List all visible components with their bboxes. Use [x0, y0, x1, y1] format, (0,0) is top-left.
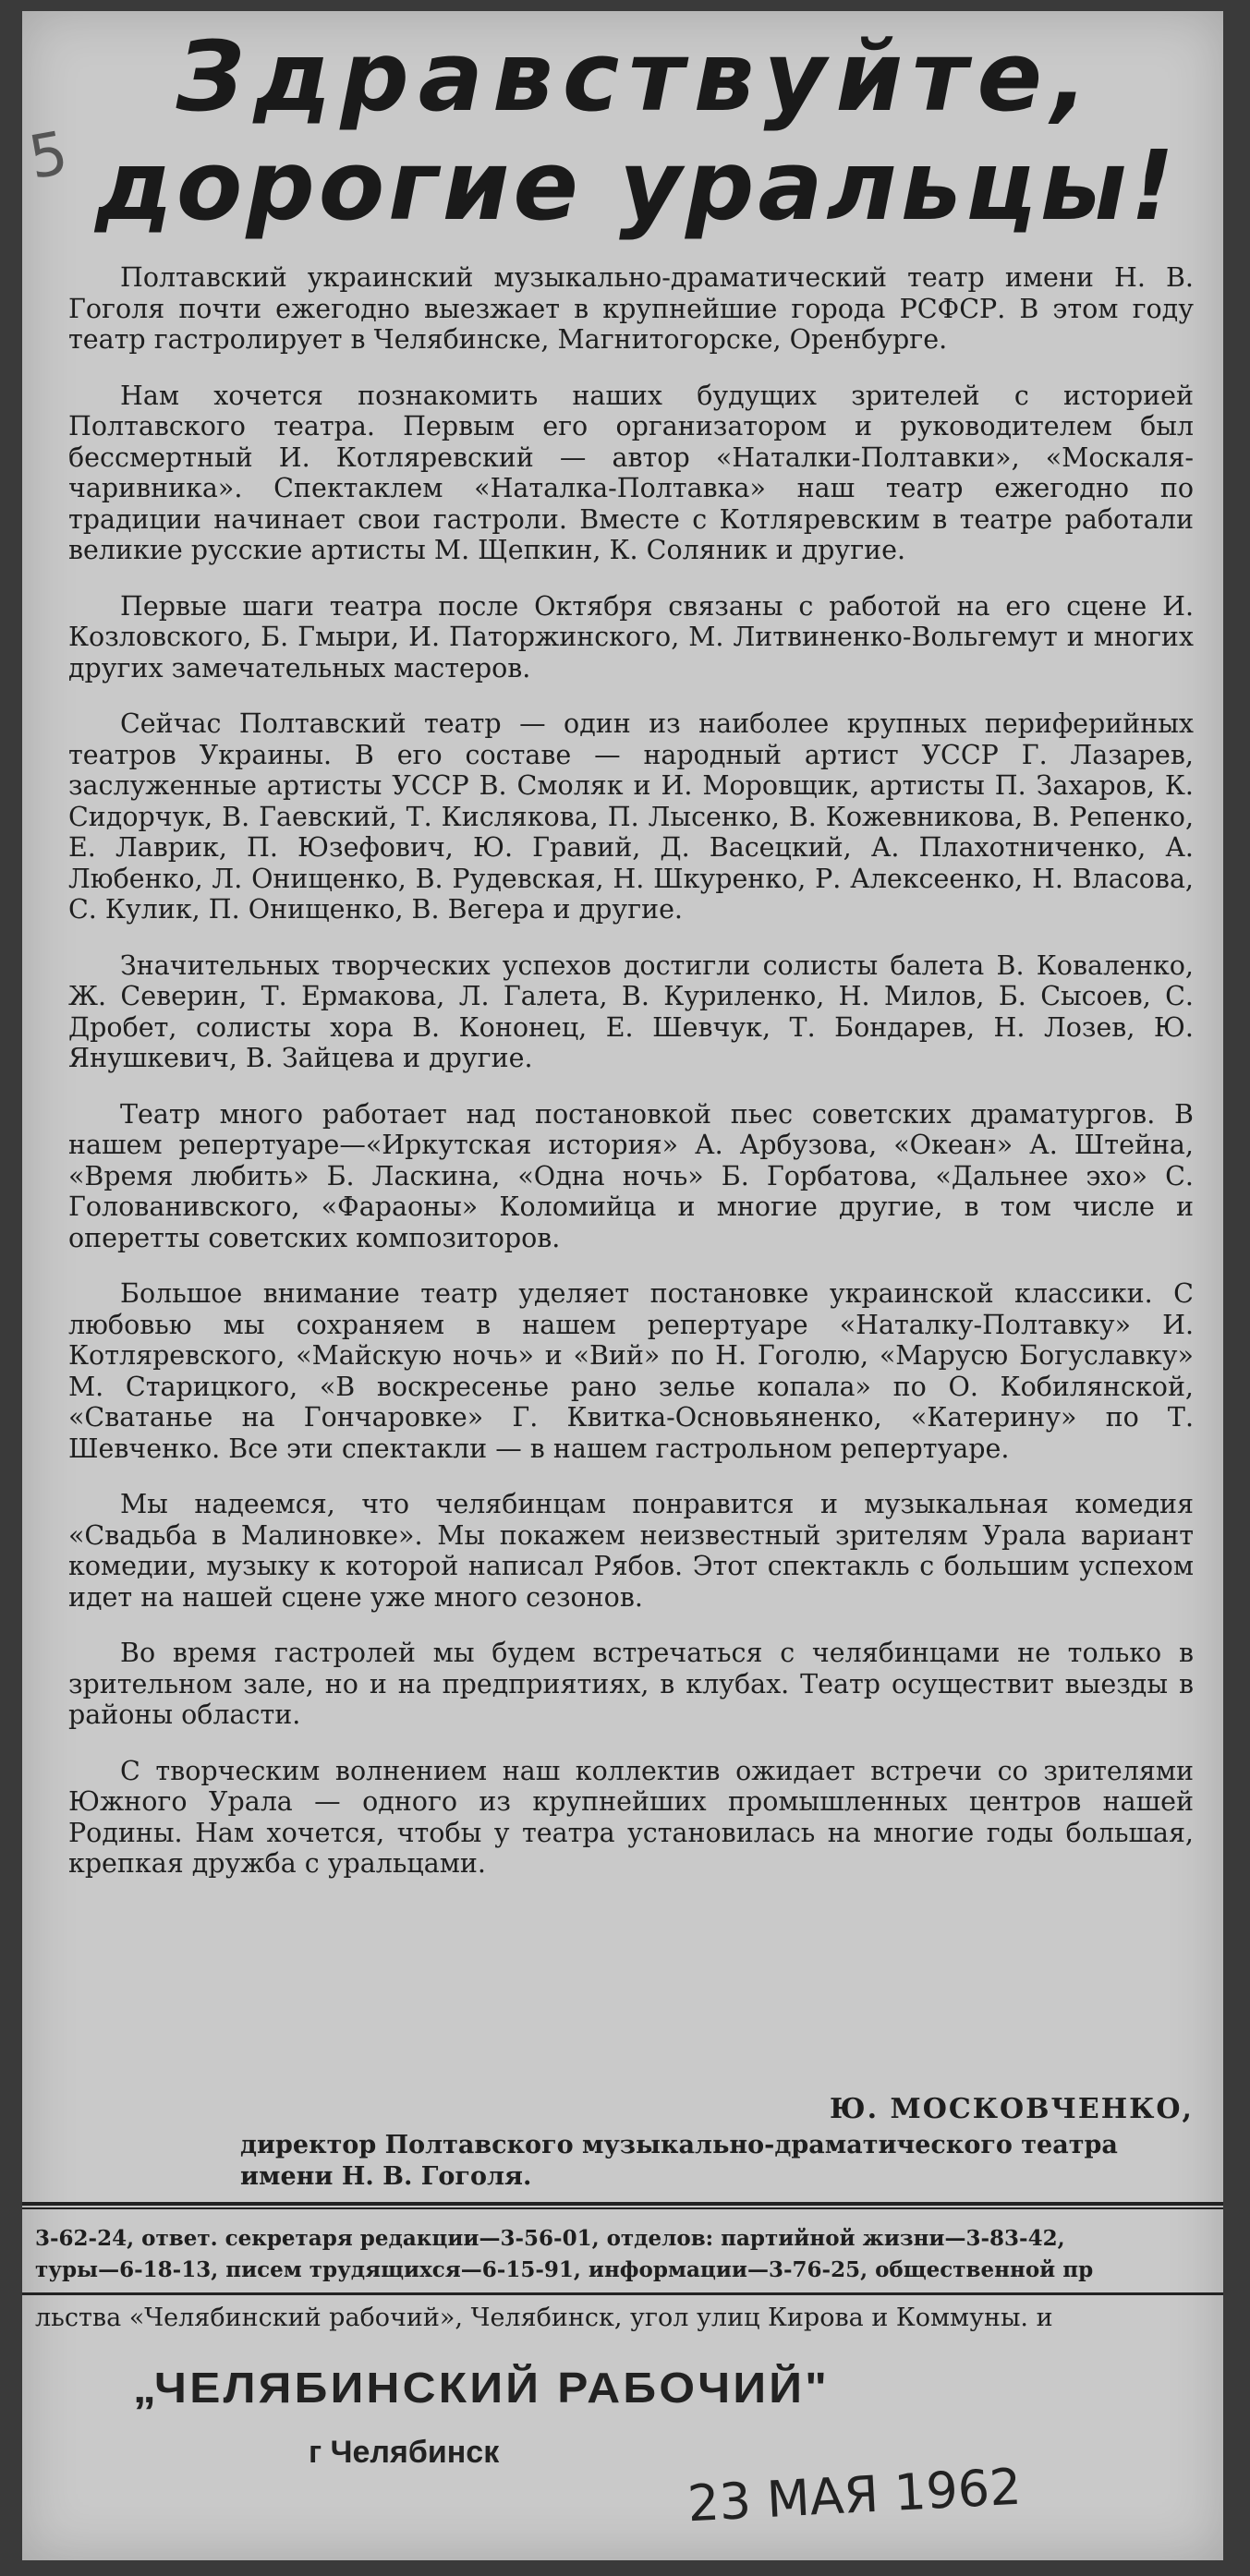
- footer-contacts: [35, 2223, 1223, 2286]
- divider: [22, 2207, 1223, 2209]
- signature-title-line-1: директор Полтавского музыкально-драматического театра: [240, 2131, 1118, 2159]
- paragraph: Театр много работает над постановкой пьес советских драматургов. В нашем репертуаре—«Иркутская история» А. Арбузова, «Океан» А. Штейна, «Время любить» Б. Ласкина, «Одна ночь» Б. Горбатова, «Дальнее эхо» С. Голованивского, «Фараоны» Коломийца и многие другие, в том числе и оперетты советских композиторов.: [68, 1098, 1194, 1253]
- city-stamp: г Челябинск: [309, 2435, 500, 2470]
- signature-name: Ю. МОСКОВЧЕНКО,: [830, 2093, 1194, 2125]
- handwritten-date: 23 МАЯ 1962: [686, 2457, 1023, 2534]
- paragraph: Нам хочется познакомить наших будущих зрителей с историей Полтавского театра. Первым его организатором и руководителем был бессмертный И. Котляревский — автор «Наталки-Полтавки», «Москаля-чаривника». Спектаклем «Наталка-Полтавка» наш театр ежегодно по традиции начинает свои гастроли. Вместе с Котляревским в театре работали великие русские артисты М. Щепкин, К. Соляник и другие.: [68, 380, 1194, 565]
- newspaper-clipping: [22, 11, 1223, 2560]
- signature-title: [240, 2130, 1173, 2193]
- paragraph: Большое внимание театр уделяет постановке украинской классики. С любовью мы сохраняем в нашем репертуаре «Наталку-Полтавку» И. Котляревского, «Майскую ночь» и «Вий» по Н. Гоголю, «Марусю Богуславку» М. Старицкого, «В воскресенье рано зелье копала» по О. Кобилянской, «Сватанье на Гончаровке» Г. Квитка-Основьяненко, «Катерину» по Т. Шевченко. Все эти спектакли — в нашем гастрольном репертуаре.: [68, 1278, 1194, 1464]
- divider: [22, 2202, 1223, 2206]
- divider: [22, 2292, 1223, 2295]
- paragraph: Мы надеемся, что челябинцам понравится и музыкальная комедия «Свадьба в Малиновке». Мы покажем неизвестный зрителям Урала вариант комедии, музыку к которой написал Рябов. Этот спектакль с большим успехом идет на нашей сцене уже много сезонов.: [68, 1489, 1194, 1613]
- margin-mark: 5: [23, 119, 73, 193]
- contacts-line-2: туры—6-18-13, писем трудящихся—6-15-91, информации—3-76-25, общественной пр: [35, 2257, 1094, 2282]
- newspaper-stamp: „ЧЕЛЯБИНСКИЙ РАБОЧИЙ": [133, 2364, 831, 2412]
- signature-title-line-2: имени Н. В. Гоголя.: [240, 2162, 532, 2191]
- paragraph: Полтавский украинский музыкально-драматический театр имени Н. В. Гоголя почти ежегодно выезжает в крупнейшие города РСФСР. В этом году театр гастролирует в Челябинске, Магнитогорске, Оренбурге.: [68, 262, 1194, 355]
- article-body: [68, 262, 1194, 1905]
- contacts-line-1: 3-62-24, ответ. секретаря редакции—3-56-01, отделов: партийной жизни—3-83-42,: [35, 2226, 1065, 2251]
- paragraph: С творческим волнением наш коллектив ожидает встречи со зрителями Южного Урала — одного из крупнейших промышленных центров нашей Родины. Нам хочется, чтобы у театра установилась на многие годы большая, крепкая дружба с уральцами.: [68, 1755, 1194, 1879]
- headline-line-2: дорогие уральцы!: [94, 129, 1179, 242]
- paragraph: Первые шаги театра после Октября связаны с работой на его сцене И. Козловского, Б. Гмыри, И. Паторжинского, М. Литвиненко-Вольгемут и многих других замечательных мастеров.: [68, 590, 1194, 683]
- headline-line-1: Здравствуйте,: [176, 20, 1098, 133]
- publisher-line: льства «Челябинский рабочий», Челябинск, угол улиц Кирова и Коммуны. и: [35, 2304, 1053, 2332]
- paragraph: Во время гастролей мы будем встречаться с челябинцами не только в зрительном зале, но и на предприятиях, в клубах. Театр осуществит выезды в районы области.: [68, 1638, 1194, 1730]
- paragraph: Значительных творческих успехов достигли солисты балета В. Коваленко, Ж. Северин, Т. Ермакова, Л. Галета, В. Куриленко, Н. Милов, Б. Сысоев, С. Дробет, солисты хора В. Кононец, Е. Шевчук, Т. Бондарев, Н. Лозев, Ю. Янушкевич, В. Зайцева и другие.: [68, 949, 1194, 1073]
- paragraph: Сейчас Полтавский театр — один из наиболее крупных периферийных театров Украины. В его составе — народный артист УССР Г. Лазарев, заслуженные артисты УССР В. Смоляк и И. Моровщик, артисты П. Захаров, К. Сидорчук, В. Гаевский, Т. Кислякова, П. Лысенко, В. Кожевникова, В. Репенко, Е. Лаврик, П. Юзефович, Ю. Гравий, Д. Васецкий, А. Плахотниченко, А. Любенко, Л. Онищенко, В. Рудевская, Н. Шкуренко, Р. Алексеенко, Н. Власова, С. Кулик, П. Онищенко, В. Вегера и другие.: [68, 708, 1194, 925]
